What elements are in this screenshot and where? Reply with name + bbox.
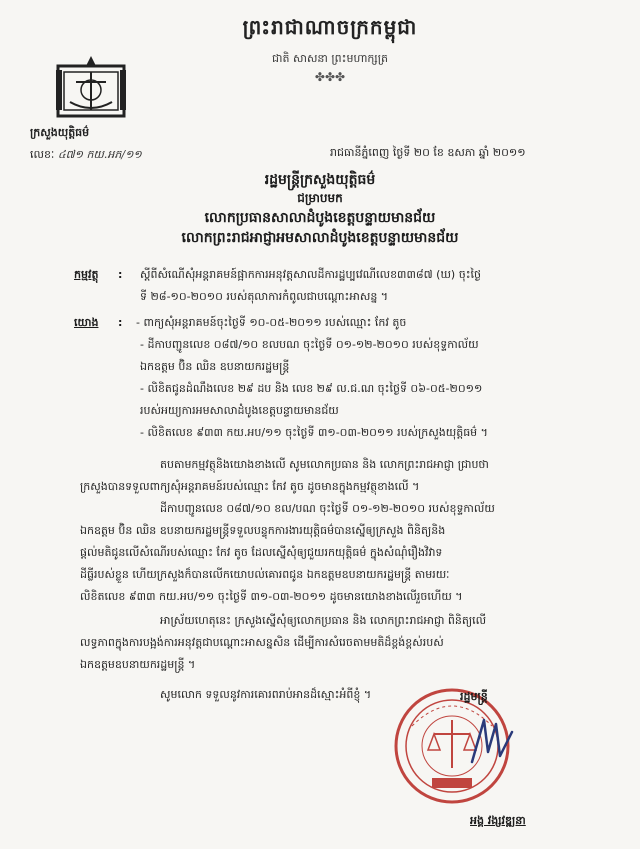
body-line: លទ្ធភាពក្នុងការបង្អង់ការអនុវត្តជាបណ្តោះអាសន្នសិន ដើម្បីការសំរេចតាមមតិដ៏ខ្ពង់ខ្ពស់របស់ [80, 636, 444, 649]
header-ornament: ✤✤✤ [314, 70, 346, 84]
closing-line: សូមលោក ទទួលនូវការគោរពរាប់អានដ៏ស្មោះអំពីខ្ញុំ ។ [160, 688, 372, 701]
body-line: ដីធ្លីរបស់ខ្លួន ហើយក្រសួងក៏បានលើកយោបល់គោរពជូន ឯកឧត្តមឧបនាយករដ្ឋមន្ត្រី តាមរយៈ [80, 568, 450, 581]
date-line: រាជធានីភ្នំពេញ ថ្ងៃទី ២០ ខែ ឧសភា ឆ្នាំ ២០១១ [330, 146, 526, 159]
body-line: អាស្រ័យហេតុនេះ ក្រសួងស្នើសុំឲ្យលោកប្រធាន និង លោកព្រះរាជអាជ្ញា ពិនិត្យលើ [160, 614, 487, 627]
subject-colon: : [118, 268, 123, 281]
document-number-value: ៤៧១ កយ.អភ/១១ [57, 148, 142, 161]
reference-line: - ពាក្យសុំអន្តរាគមន៍ចុះថ្ងៃទី ១០-០៥-២០១១ របស់ឈ្មោះ កែវ តូច [136, 316, 407, 329]
reference-line: - លិខិតជូនដំណឹងលេខ ២៩ ដប និង លេខ ២៩ ល.ជ.ណ ចុះថ្ងៃទី ០៦-០៥-២០១១ [140, 382, 483, 395]
reference-line: - លិខិតលេខ ៩៣៣ កយ.អប/១១ ចុះថ្ងៃទី ៣១-០៣-២០១១ របស់ក្រសួងយុត្តិធម៌ ។ [140, 426, 488, 439]
subject-line: ទី ២៨-១០-២០១០ របស់តុលាការកំពូលជាបណ្តោះអាសន្ន ។ [140, 290, 389, 303]
reference-line: ឯកឧត្តម ប៊ិន ឈិន ឧបនាយករដ្ឋមន្ត្រី [140, 360, 290, 373]
body-line: ឯកឧត្តម ប៊ិន ឈិន ឧបនាយករដ្ឋមន្ត្រីទទួលបន្ទុកការងារយុត្តិធម៌បានស្នើឲ្យក្រសួង ពិនិត្យនិង [80, 524, 446, 537]
reference-colon: : [118, 316, 123, 329]
ministry-name: ក្រសួងយុត្តិធម៌ [30, 126, 90, 139]
body-line: តបតាមកម្មវត្ថុនិងយោងខាងលើ សូមលោកប្រធាន និង លោកព្រះរាជអាជ្ញា ជ្រាបថា [160, 458, 489, 471]
recipient-1: លោកប្រធានសាលាដំបូងខេត្តបន្ទាយមានជ័យ [204, 210, 436, 226]
reference-line: របស់អយ្យការអមសាលាដំបូងខេត្តបន្ទាយមានជ័យ [140, 404, 339, 417]
signature-icon [462, 712, 522, 772]
national-motto: ជាតិ សាសនា ព្រះមហាក្សត្រ [272, 52, 388, 65]
body-line: ឯកឧត្តមឧបនាយករដ្ឋមន្ត្រី ។ [80, 658, 196, 671]
body-line: ក្រសួងបានទទួលពាក្យសុំអន្តរាគមន៍របស់ឈ្មោះ កែវ តូច ដូចមានក្នុងកម្មវត្ថុខាងលើ ។ [80, 480, 420, 493]
body-line: ដីកាបញ្ជូនលេខ ០៨៧/១០ ខល/បណ ចុះថ្ងៃទី ០១-១២-២០១០ របស់ខុទ្ទកាល័យ [160, 502, 495, 515]
ministry-emblem-icon [52, 52, 130, 124]
document-number [30, 148, 230, 164]
reference-label: យោង [74, 316, 99, 329]
subject-label: កម្មវត្ថុ [74, 268, 99, 281]
signer-title: រដ្ឋមន្ត្រី [460, 690, 488, 703]
kingdom-header: ព្រះរាជាណាចក្រកម្ពុជា [242, 15, 418, 39]
respectfully-to: ជម្រាបមក [297, 191, 343, 205]
recipient-2: លោកព្រះរាជអាជ្ញាអមសាលាដំបូងខេត្តបន្ទាយមានជ័យ [181, 230, 459, 246]
subject-line: ស្តីពីសំណើសុំអន្តរាគមន៍ផ្អាកការអនុវត្តសាលដីការដ្ឋប្បវេណីលេខ៣៣៨៧ (ឃ) ចុះថ្ងៃ [140, 268, 482, 281]
body-line: ផ្តល់មតិជូនលើសំណើរបស់ឈ្មោះ កែវ តូច ដែលស្នើសុំឲ្យជួយរកយុត្តិធម៌ ក្នុងសំណុំរឿងវិវាទ [80, 546, 443, 559]
reference-line: - ដីកាបញ្ជូនលេខ ០៨៧/១០ ខលបណ ចុះថ្ងៃទី ០១-១២-២០១០ របស់ខុទ្ទកាល័យ [140, 338, 479, 351]
signer-name: អង្គ វង្សវឌ្ឍនា [470, 814, 526, 827]
body-line: លិខិតលេខ ៩៣៣ កយ.អប/១១ ចុះថ្ងៃទី ៣១-០៣-២០១១ ដូចមានយោងខាងលើរួចហើយ ។ [80, 590, 463, 603]
sender-title: រដ្ឋមន្ត្រីក្រសួងយុត្តិធម៌ [264, 172, 376, 188]
document-number-prefix: លេខៈ [30, 148, 55, 161]
